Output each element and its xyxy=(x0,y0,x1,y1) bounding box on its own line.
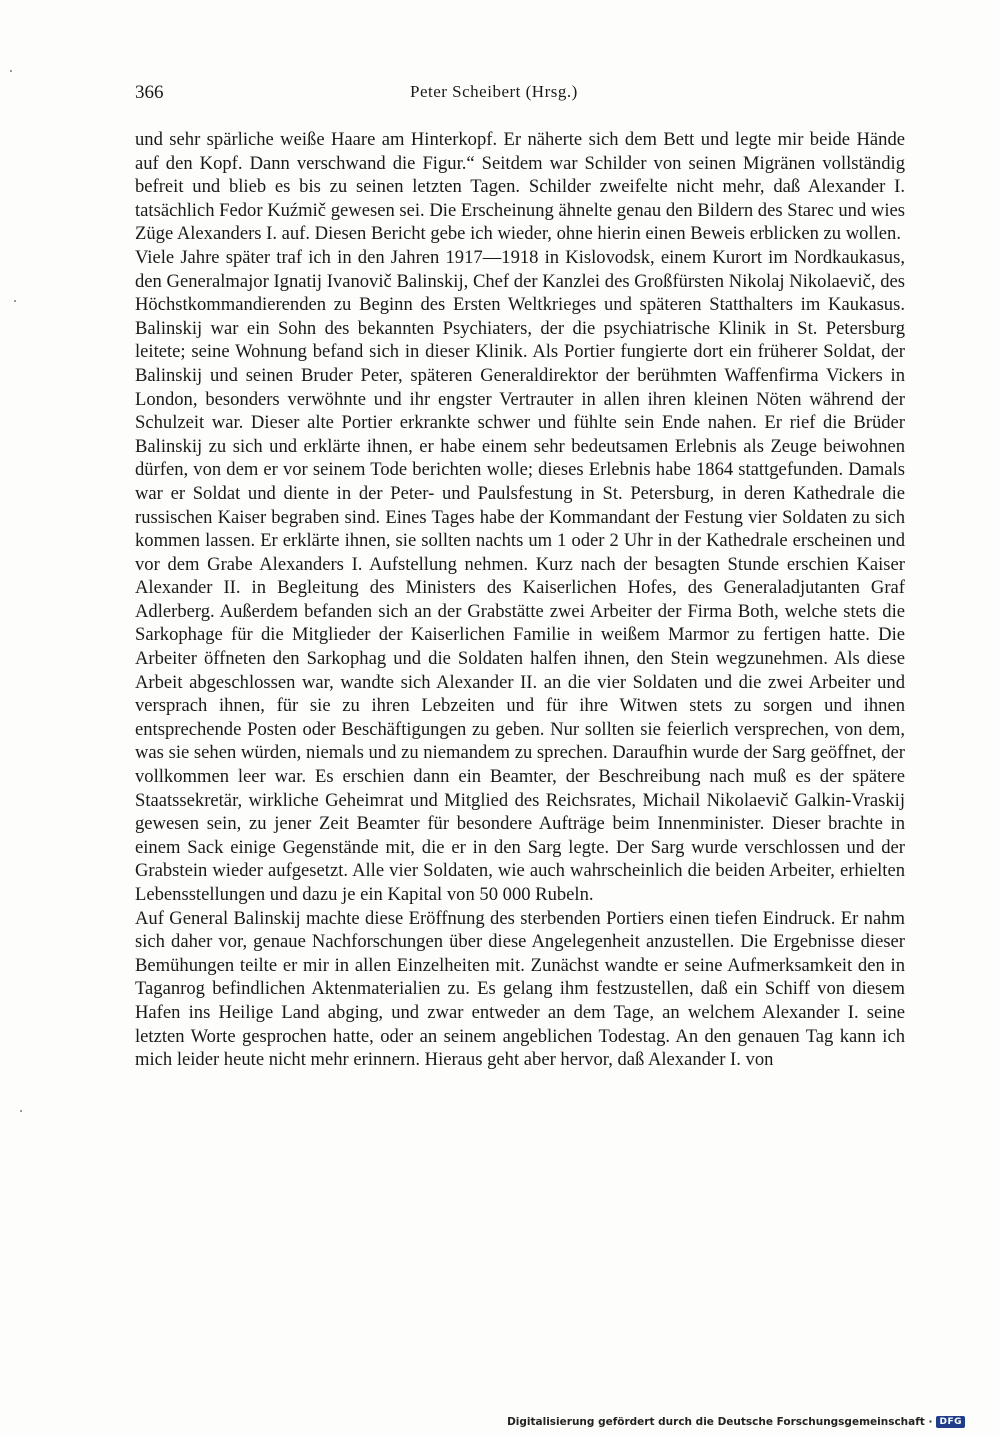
paragraph: und sehr spärliche weiße Haare am Hinterkopf. Er näherte sich dem Bett und legte mir beide Hände auf den Kopf. Dann verschwand die Figur.“ Seitdem war Schilder von seinen Migränen vollständig befreit und blieb es bis zu seinen letzten Tagen. Schilder zweifelte nicht mehr, daß Alexander I. tatsächlich Fedor Kuźmič gewesen sei. Die Erscheinung ähnelte genau den Bildern des Starec und wies Züge Alexanders I. auf. Diesen Bericht gebe ich wieder, ohne hierin einen Beweis erblicken zu wollen. xyxy=(135,129,905,245)
page-header xyxy=(135,82,905,112)
scan-artifact xyxy=(14,300,16,302)
paragraph: Viele Jahre später traf ich in den Jahren 1917—1918 in Kislovodsk, einem Kurort im Nordkaukasus, den Generalmajor Ignatij Ivanovič Balinskij, Chef der Kanzlei des Großfürsten Nikolaj Nikolaevič, des Höchstkommandierenden zu Beginn des Ersten Weltkrieges und späteren Statthalters im Kaukasus. Balinskij war ein Sohn des bekannten Psychiaters, der die psychiatrische Klinik in St. Petersburg leitete; seine Wohnung befand sich in dieser Klinik. Als Portier fungierte dort ein früherer Soldat, der Balinskij und seinen Bruder Peter, späteren Generaldirektor der berühmten Waffenfirma Vickers in London, besonders verwöhnte und ihr engster Vertrauter in allen ihren kleinen Nöten während der Schulzeit war. Dieser alte Portier erkrankte schwer und fühlte sein Ende nahen. Er rief die Brüder Balinskij zu sich und erklärte ihnen, er habe einem sehr bedeutsamen Erlebnis als Zeuge beiwohnen dürfen, von dem er vor seinem Tode berichten wolle; dieses Erlebnis habe 1864 stattgefunden. Damals war er Soldat und diente in der Peter- und Paulsfestung in St. Petersburg, in deren Kathedrale die russischen Kaiser begraben sind. Eines Tages habe der Kommandant der Festung vier Soldaten zu sich kommen lassen. Er erklärte ihnen, sie sollten nachts um 1 oder 2 Uhr in der Kathedrale erscheinen und vor dem Grabe Alexanders I. Aufstellung nehmen. Kurz nach der besagten Stunde erschien Kaiser Alexander II. in Begleitung des Ministers des Kaiserlichen Hofes, des Generaladjutanten Graf Adlerberg. Außerdem befanden sich an der Grabstätte zwei Arbeiter der Firma Both, welche stets die Sarkophage für die Mitglieder der Kaiserlichen Familie in weißem Marmor zu fertigen hatte. Die Arbeiter öffneten den Sarkophag und die Soldaten halfen ihnen, den Stein wegzunehmen. Als diese Arbeit abgeschlossen war, wandte sich Alexander II. an die vier Soldaten und die zwei Arbeiter und versprach ihnen, für sie zu ihren Lebzeiten und für ihre Witwen stets zu sorgen und ihnen entsprechende Posten oder Beschäftigungen zu geben. Nur sollten sie feierlich versprechen, von dem, was sie sehen würden, niemals und zu niemandem zu sprechen. Daraufhin wurde der Sarg geöffnet, der vollkommen leer war. Es erschien dann ein Beamter, der Beschreibung nach muß es der spätere Staatssekretär, wirkliche Geheimrat und Mitglied des Reichsrates, Michail Nikolaevič Galkin-Vraskij gewesen sein, zu jener Zeit Beamter für besondere Aufträge beim Innenminister. Dieser brachte in einem Sack einige Gegenstände mit, die er in den Sarg legte. Der Sarg wurde verschlossen und der Grabstein wieder aufgesetzt. Alle vier Soldaten, wie auch wahrscheinlich die beiden Arbeiter, erhielten Lebensstellungen und dazu je ein Kapital von 50 000 Rubeln. xyxy=(135,246,905,905)
page-number: 366 xyxy=(135,82,164,103)
dfg-logo: DFG xyxy=(936,1416,965,1428)
running-head: Peter Scheibert (Hrsg.) xyxy=(410,82,578,101)
body-text xyxy=(135,128,905,1072)
digitization-footer xyxy=(507,1413,965,1431)
scan-artifact xyxy=(10,70,12,72)
paragraph: Auf General Balinskij machte diese Eröffnung des sterbenden Portiers einen tiefen Eindruck. Er nahm sich daher vor, genaue Nachforschungen über diese Angelegenheit anzustellen. Die Ergebnisse dieser Bemühungen teilte er mir in allen Einzelheiten mit. Zunächst wandte er seine Aufmerksamkeit den in Taganrog befindlichen Aktenmaterialien zu. Es gelang ihm festzustellen, daß ein Schiff von diesem Hafen ins Heilige Land abging, und zwar entweder an dem Tage, an welchem Alexander I. seine letzten Worte gesprochen hatte, oder an seinem angeblichen Todestag. An den genauen Tag kann ich mich leider heute nicht mehr erinnern. Hieraus geht aber hervor, daß Alexander I. von xyxy=(135,907,905,1071)
scan-artifact xyxy=(20,1110,22,1112)
footer-credit: Digitalisierung gefördert durch die Deutsche Forschungsgemeinschaft · xyxy=(507,1416,933,1428)
